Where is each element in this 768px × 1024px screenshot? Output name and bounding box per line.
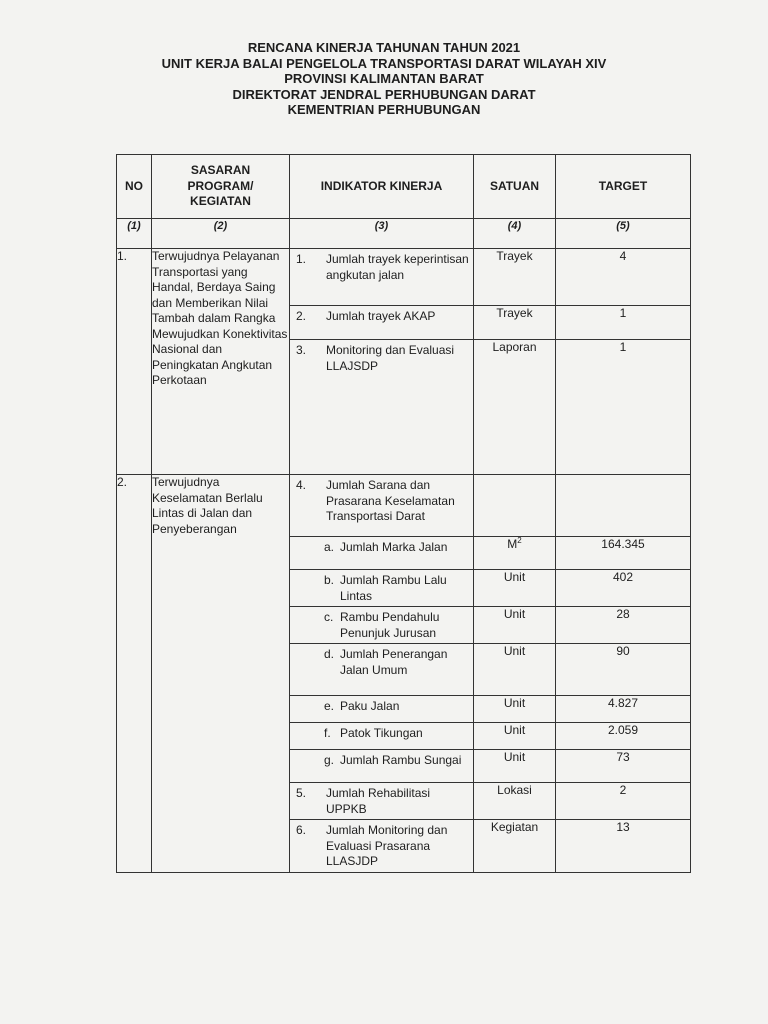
satuan-cell: Lokasi — [474, 783, 556, 820]
target-cell: 90 — [556, 644, 691, 696]
indicator-text: Jumlah Sarana dan Prasarana Keselamatan Transportasi Darat — [326, 478, 455, 523]
indicator-number: 3. — [296, 343, 307, 357]
row-number: 2. — [117, 475, 152, 873]
indicator-number: 1. — [296, 252, 307, 266]
sub-indicator-cell — [290, 696, 474, 723]
sub-indicator-letter: c. — [324, 610, 334, 624]
satuan-cell: Laporan — [474, 340, 556, 475]
document-heading — [0, 40, 768, 118]
heading-line-directorate: DIREKTORAT JENDRAL PERHUBUNGAN DARAT — [232, 86, 536, 102]
sub-indicator-text: Paku Jalan — [340, 699, 400, 713]
target-cell: 402 — [556, 570, 691, 607]
satuan-cell: Unit — [474, 723, 556, 750]
sub-indicator-text: Jumlah Marka Jalan — [340, 540, 448, 554]
column-number: (5) — [556, 219, 691, 249]
column-number: (2) — [152, 219, 290, 249]
indicator-cell — [290, 475, 474, 537]
sub-indicator-cell — [290, 570, 474, 607]
sub-indicator-cell — [290, 537, 474, 570]
satuan-unit: M — [507, 537, 518, 551]
column-number: (3) — [290, 219, 474, 249]
sasaran-text: Terwujudnya Pelayanan Transportasi yang Handal, Berdaya Saing dan Memberikan Nilai Tambah dalam Rangka Mewujudkan Konektivitas Nasional dan Peningkatan Angkutan Perkotaan — [152, 249, 290, 475]
indicator-cell — [290, 820, 474, 873]
sub-indicator-text: Jumlah Rambu Lalu Lintas — [340, 573, 447, 603]
sub-indicator-cell — [290, 750, 474, 783]
satuan-cell: Unit — [474, 644, 556, 696]
sub-indicator-text: Rambu Pendahulu Penunjuk Jurusan — [340, 610, 440, 640]
target-cell: 4 — [556, 249, 691, 306]
indicator-cell — [290, 306, 474, 340]
sub-indicator-letter: f. — [324, 726, 331, 740]
indicator-cell — [290, 249, 474, 306]
satuan-cell: Trayek — [474, 249, 556, 306]
target-cell: 2 — [556, 783, 691, 820]
satuan-cell: Kegiatan — [474, 820, 556, 873]
sub-indicator-cell — [290, 644, 474, 696]
table-row — [117, 249, 691, 306]
target-cell: 1 — [556, 306, 691, 340]
sub-indicator-text: Jumlah Rambu Sungai — [340, 753, 462, 767]
satuan-cell: Trayek — [474, 306, 556, 340]
header-indikator: INDIKATOR KINERJA — [290, 155, 474, 219]
sub-indicator-cell — [290, 723, 474, 750]
indicator-text: Jumlah trayek AKAP — [326, 309, 436, 323]
table-header-row — [117, 155, 691, 219]
satuan-cell: Unit — [474, 607, 556, 644]
target-cell: 28 — [556, 607, 691, 644]
row-number: 1. — [117, 249, 152, 475]
column-number: (4) — [474, 219, 556, 249]
target-cell-empty — [556, 475, 691, 537]
indicator-text: Jumlah Rehabilitasi UPPKB — [326, 786, 431, 816]
sub-indicator-letter: e. — [324, 699, 335, 713]
target-cell: 1 — [556, 340, 691, 475]
sub-indicator-letter: b. — [324, 573, 335, 587]
target-cell: 164.345 — [556, 537, 691, 570]
table-row — [117, 475, 691, 537]
column-number-row — [117, 219, 691, 249]
sub-indicator-text: Patok Tikungan — [340, 726, 423, 740]
target-cell: 13 — [556, 820, 691, 873]
heading-line-unit: UNIT KERJA BALAI PENGELOLA TRANSPORTASI DARAT WILAYAH XIV — [161, 55, 607, 71]
performance-plan-table — [116, 154, 691, 873]
satuan-superscript: 2 — [517, 536, 522, 545]
indicator-cell — [290, 340, 474, 475]
sub-indicator-letter: a. — [324, 540, 335, 554]
target-cell: 73 — [556, 750, 691, 783]
target-cell: 2.059 — [556, 723, 691, 750]
header-sasaran: SASARAN PROGRAM/ KEGIATAN — [152, 155, 290, 219]
indicator-text: Jumlah Monitoring dan Evaluasi Prasarana LLASJDP — [326, 823, 448, 868]
column-number: (1) — [117, 219, 152, 249]
satuan-cell-empty — [474, 475, 556, 537]
sub-indicator-cell — [290, 607, 474, 644]
satuan-cell: Unit — [474, 750, 556, 783]
indicator-number: 6. — [296, 823, 307, 837]
sasaran-text: Terwujudnya Keselamatan Berlalu Lintas di Jalan dan Penyeberangan — [152, 475, 290, 873]
indicator-text: Monitoring dan Evaluasi LLAJSDP — [326, 343, 455, 373]
header-satuan: SATUAN — [474, 155, 556, 219]
heading-line-ministry: KEMENTRIAN PERHUBUNGAN — [287, 102, 481, 117]
indicator-text: Jumlah trayek keperintisan angkutan jalan — [326, 252, 469, 282]
target-cell: 4.827 — [556, 696, 691, 723]
sub-indicator-text: Jumlah Penerangan Jalan Umum — [340, 647, 448, 677]
indicator-cell — [290, 783, 474, 820]
satuan-cell: Unit — [474, 696, 556, 723]
indicator-number: 5. — [296, 786, 307, 800]
indicator-number: 4. — [296, 478, 307, 492]
sub-indicator-letter: g. — [324, 753, 335, 767]
header-target: TARGET — [556, 155, 691, 219]
satuan-cell: Unit — [474, 570, 556, 607]
indicator-number: 2. — [296, 309, 307, 323]
heading-line-title: RENCANA KINERJA TAHUNAN TAHUN 2021 — [247, 40, 521, 55]
heading-line-province: PROVINSI KALIMANTAN BARAT — [284, 71, 484, 86]
satuan-cell — [474, 537, 556, 570]
header-no: NO — [117, 155, 152, 219]
sub-indicator-letter: d. — [324, 647, 335, 661]
